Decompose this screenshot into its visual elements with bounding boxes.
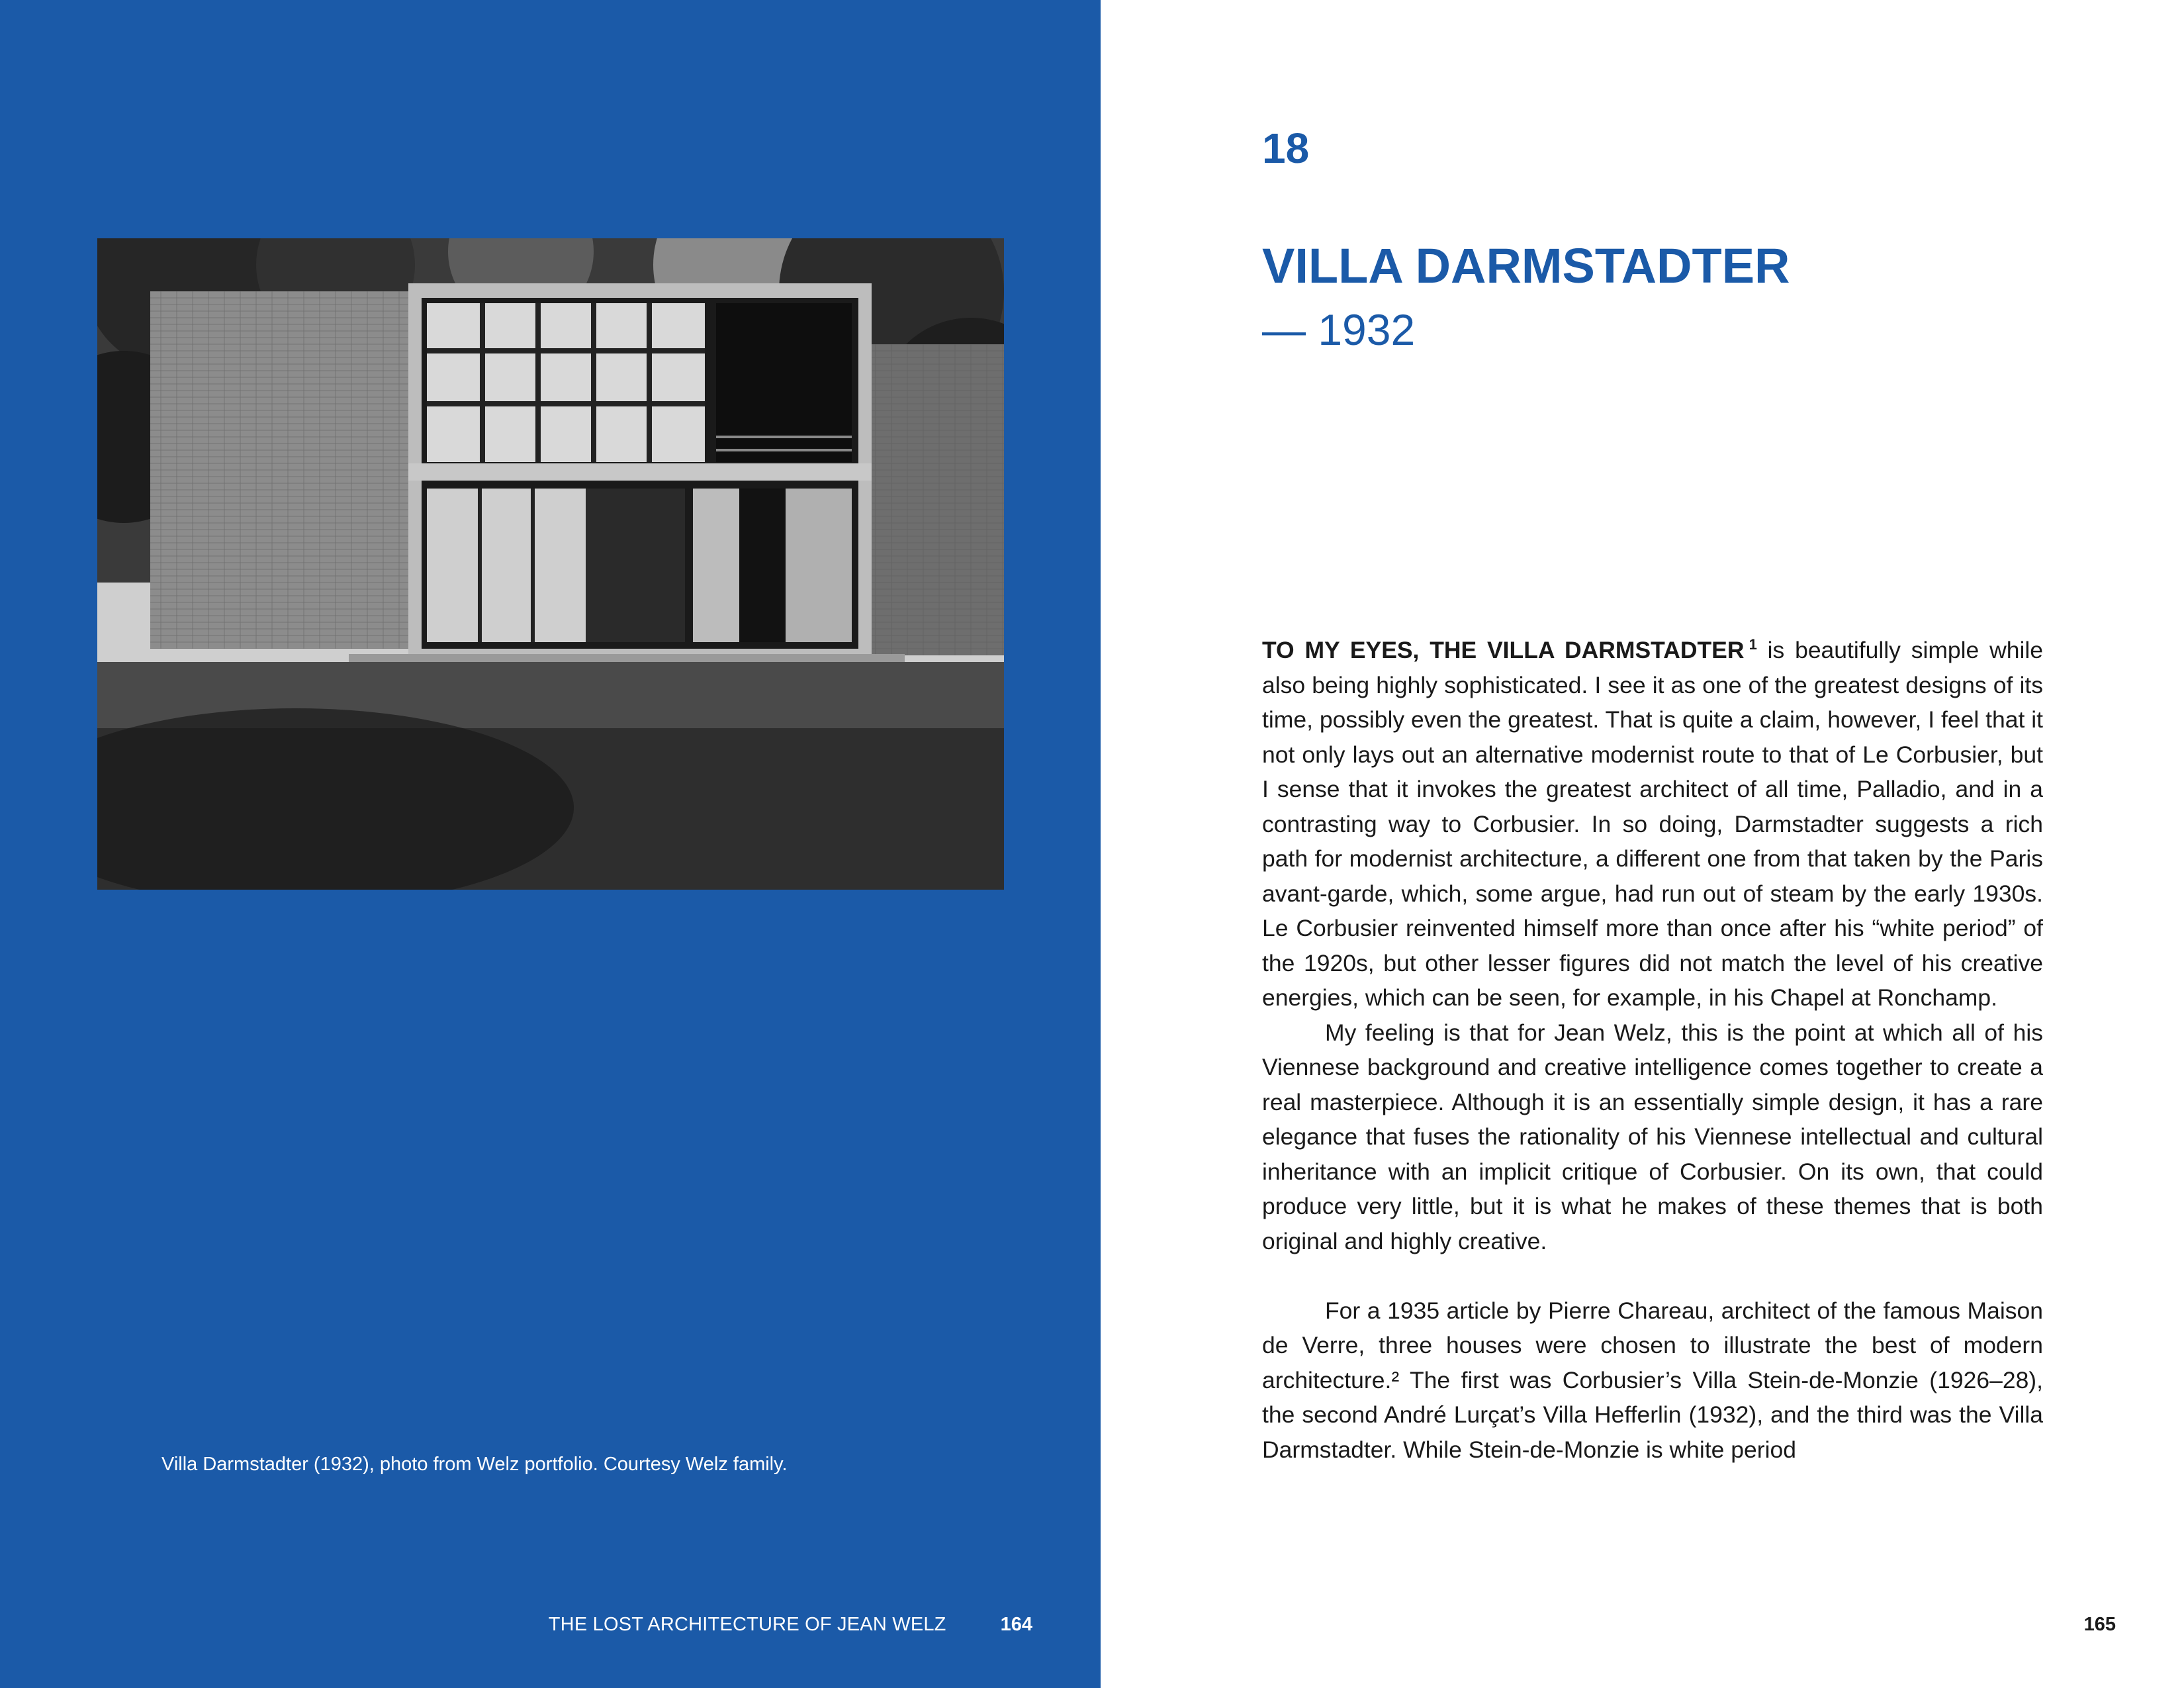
left-page-number: 164: [1000, 1614, 1032, 1635]
paragraph-2: My feeling is that for Jean Welz, this is the point at which all of his Viennese background and creative intelligence comes together to create a real masterpiece. Although it is an essentially simple design, it has a rare elegance that fuses the rationality of his Viennese intellectual and cultural inheritance with an implicit critique of Corbusier. On its own, that could produce very little, but it is what he makes of these themes that is both original and highly creative.: [1262, 1019, 2043, 1254]
paragraph-3: For a 1935 article by Pierre Chareau, architect of the famous Maison de Verre, three houses were chosen to illustrate the best of modern architecture.² The first was Corbusier’s Villa Stein-de-Monzie (1926–28), the second André Lurçat’s Villa Hefferlin (1932), and the third was the Villa Darmstadter. While Stein-de-Monzie is white period: [1262, 1297, 2043, 1463]
villa-photo: [97, 238, 1004, 890]
chapter-year: — 1932: [1262, 305, 1416, 354]
chapter-number: 18: [1262, 124, 1310, 172]
left-page-footer: [549, 1614, 1032, 1636]
paragraph-1-text: is beautifully simple while also being highly sophisticated. I see it as one of the greatest designs of its time, possibly even the greatest. That is quite a claim, however, I feel that it not only lays out an alternative modernist route to that of Le Corbusier, but I sense that it invokes the greatest architect of all time, Palladio, and in a contrasting way to Corbusier. In so doing, Darmstadter suggests a rich path for modernist architecture, a different one from that taken by the Paris avant-garde, which, some argue, had run out of steam by the early 1930s. Le Corbusier reinvented himself more than once after his “white period” of the 1920s, but other lesser figures did not match the level of his creative energies, which can be seen, for example, in his Chapel at Ronchamp.: [1262, 637, 2043, 1011]
right-page-number: 165: [2083, 1614, 2116, 1635]
footnote-marker: 1: [1749, 636, 1757, 653]
paragraph-1: [1262, 633, 2043, 1015]
chapter-title: VILLA DARMSTADTER: [1262, 238, 1790, 293]
lead-in: TO MY EYES, THE VILLA DARMSTADTER: [1262, 637, 1745, 663]
running-title: THE LOST ARCHITECTURE OF JEAN WELZ: [548, 1614, 946, 1635]
right-page: [1101, 0, 2184, 1688]
body-text: [1262, 633, 2043, 1467]
photo-caption: Villa Darmstadter (1932), photo from Welz portfolio. Courtesy Welz family.: [161, 1454, 788, 1475]
